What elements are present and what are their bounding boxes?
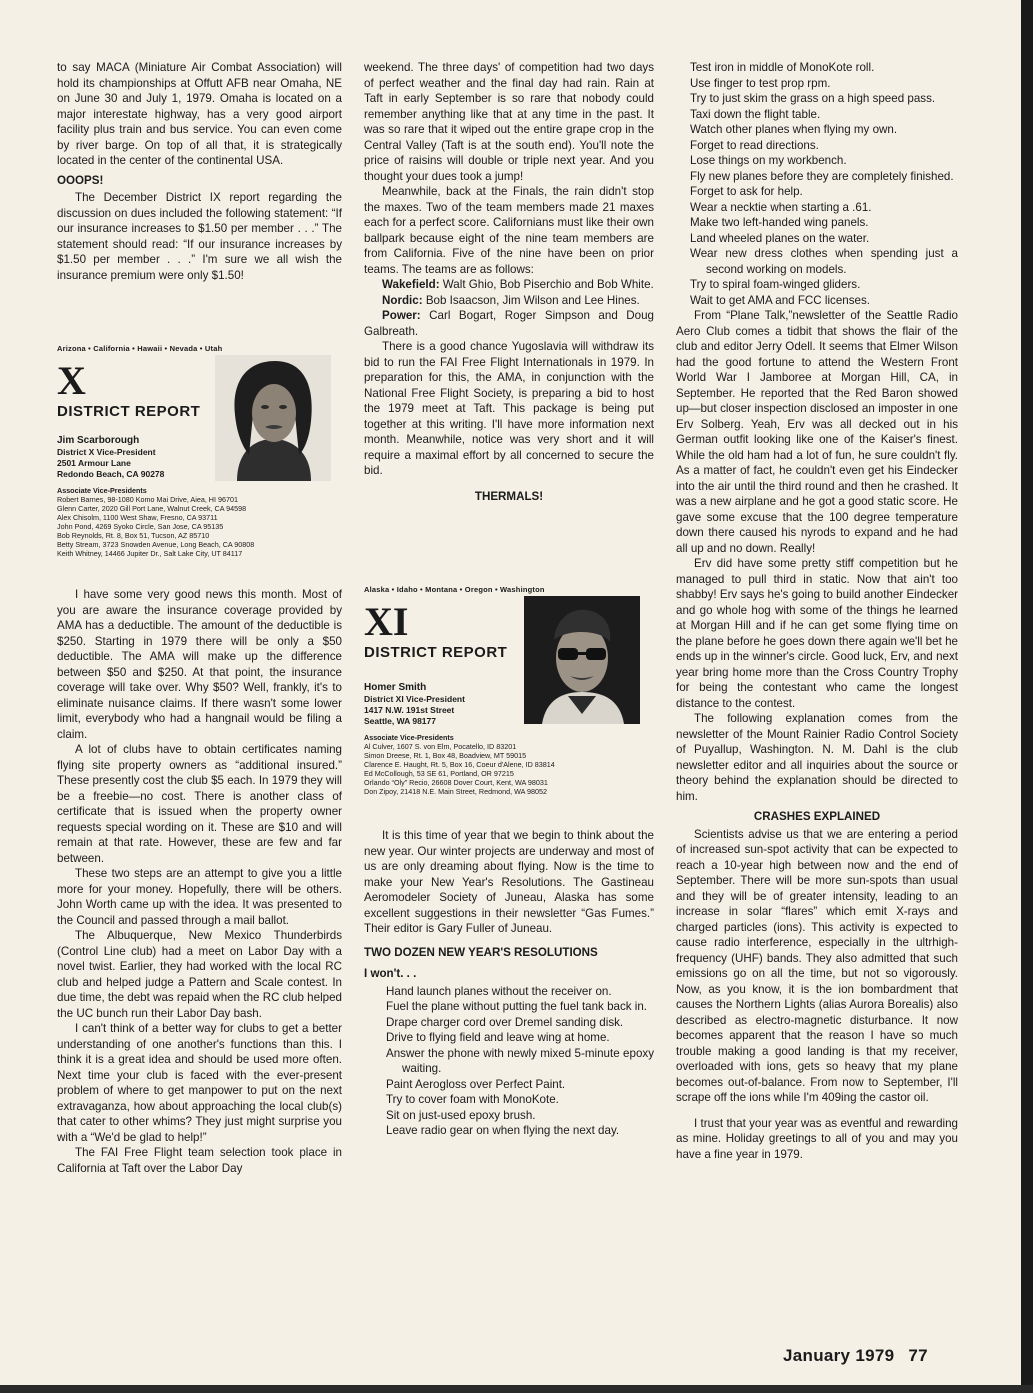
- paragraph: to say MACA (Miniature Air Combat Association) will hold its championships at Offutt AFB near Omaha, NE on June 30 and July 1, 1979. Omaha is located on a major interestate highway, has a very good airport facility plus train and bus service. You can even come by river barge. On top of all that, it is strategically located in the center of the continental USA.: [57, 61, 342, 167]
- district-x-vp-title: District X Vice-President: [57, 446, 156, 457]
- paragraph: The FAI Free Flight team selection took place in California at Taft over the Labor Day: [57, 1146, 342, 1175]
- resolution-item: Paint Aerogloss over Perfect Paint.: [386, 1077, 566, 1091]
- paragraph: From “Plane Talk,”newsletter of the Seattle Radio Aero Club comes a tidbit that shows the flair of the club and editor Jerry Odell. It seems that Elmer Wilson had the good fortune to attend the Western Front World War I Jamboree at Morgan Hill, CA, in September. He reported that the Red Baron showed up—but closer inspection disclosed an imposter in one Erv Solberg. Yeah, Erv was all decked out in his German outfit looking like one of the Kaiser's finest. While the old ham had a lot of fun, he sure couldn't fly. As a matter of fact, he couldn't even get his Eindecker into the air until the third round and then he crashed. It was a new airplane and he got a good static score. He gave some excuse that the 100 degree temperature down there caused his nyrods to expand and he had all up and no down. Really!: [676, 309, 958, 555]
- issue-date: January 1979: [783, 1346, 895, 1365]
- paragraph: A lot of clubs have to obtain certificates naming flying site property owners as “additional insured.” These presently cost the club $5 each. In 1979 they will be a freebie—no cost. There is another class of certificate that is issued when the property owner requests special wording on it. These are $10 and will remain at that rate. However, these are few and far between.: [57, 743, 342, 865]
- resolution-item: Watch other planes when flying my own.: [690, 123, 898, 136]
- associate-vp: Alex Chisolm, 1100 West Shaw, Fresno, CA 93711: [57, 512, 218, 522]
- paragraph: The following explanation comes from the newsletter of the Mount Rainier Radio Control Society of Puyallup, Washington. N. M. Dahl is the club newsletter editor and all inquiries about the source or theory behind the explanation should be directed to him.: [676, 712, 958, 803]
- resolution-item: Forget to read directions.: [690, 138, 819, 152]
- resolution-item: Lose things on my workbench.: [690, 154, 847, 167]
- resolution-item: Try to just skim the grass on a high speed pass.: [690, 92, 936, 105]
- crashes-heading: CRASHES EXPLAINED: [753, 810, 881, 823]
- resolution-item: Try to cover foam with MonoKote.: [386, 1093, 559, 1106]
- team-wakefield: [364, 277, 654, 293]
- district-x-states: Arizona • California • Hawaii • Nevada • Utah: [57, 344, 223, 353]
- resolution-item: Test iron in middle of MonoKote roll.: [690, 61, 875, 74]
- district-xi-vp-title: District XI Vice-President: [364, 693, 465, 704]
- paragraph: The December District IX report regarding the discussion on dues included the following statement: “If our insurance increases to $1.50 per member . . .” The statement should read: “If our insurance increases by $1.50 per member . . .” I'm sure we all wish the insurance premium were only $1.50!: [57, 191, 342, 282]
- associate-vp: Al Culver, 1607 S. von Elm, Pocatello, ID 83201: [364, 741, 517, 751]
- resolution-item: Wear new dress clothes when spending just a second working on models.: [690, 247, 958, 276]
- associate-vp: Robert Barnes, 98-1080 Komo Mai Drive, Aiea, HI 96701: [57, 494, 238, 504]
- team-label: Wakefield:: [382, 278, 440, 291]
- page-number: 77: [908, 1346, 928, 1365]
- district-x-associates-heading: Associate Vice-Presidents: [57, 485, 147, 495]
- paragraph: weekend. The three days' of competition had two days of perfect weather and the final day had rain. Rain at Taft in early September is so rare that nobody could remember anything like that at any time in the past. It was so rare that it wiped out the entire grape crop in the Central Valley (Taft is at the south end). You'll note the price of raisins will double or triple next year. And you thought your dues took a jump!: [364, 61, 654, 183]
- paragraph: Erv did have some pretty stiff competition but he managed to pull third in static. Now that ain't too shabby! Erv says he's going to build another Eindecker and go whole hog with some of the things he learned at Morgan Hill and if he can get some flying time on the plane before he goes down there again we'll bet he ends up in the winner's circle. Good luck, Erv, and next year bring home more than the Cross Country Trophy for being the contestant who came the longest distance to the contest.: [676, 557, 958, 710]
- resolution-item: Land wheeled planes on the water.: [690, 231, 870, 245]
- team-label: Power:: [382, 309, 421, 322]
- district-xi-numeral: XI: [364, 598, 409, 644]
- team-names: Carl Bogart, Roger Simpson and Doug Galbreath.: [364, 309, 654, 338]
- associate-vp: Clarence E. Haught, Rt. 5, Box 16, Coeur d'Alene, ID 83814: [364, 759, 555, 769]
- associate-vp: Bob Reynolds, Rt. 8, Box 51, Tucson, AZ 85710: [57, 530, 210, 540]
- associate-vp: Don Zipoy, 21418 N.E. Main Street, Redmond, WA 98052: [364, 786, 547, 796]
- district-xi-block: [364, 582, 654, 828]
- page-edge-bottom: [0, 1385, 1033, 1393]
- district-xi-address2: Seattle, WA 98177: [364, 715, 436, 726]
- resolution-item: Drive to flying field and leave wing at home.: [386, 1031, 610, 1044]
- page-footer: [783, 1346, 928, 1366]
- associate-vp: Simon Dreese, Rt. 1, Box 48, Boadview, MT 59015: [364, 750, 527, 760]
- paragraph: Meanwhile, back at the Finals, the rain didn't stop the maxes. Two of the team members made 21 maxes each for a perfect score. Californians must like their own ballpark because eight of the nine team members are from California. Five of the nine have been on prior teams. The teams are as follows:: [364, 185, 654, 276]
- paragraph: I trust that your year was as eventful and rewarding as mine. Holiday greetings to all of you and may you have a fine year in 1979.: [676, 1116, 958, 1161]
- district-x-address2: Redondo Beach, CA 90278: [57, 468, 165, 479]
- resolution-item: Forget to ask for help.: [690, 185, 803, 198]
- team-names: Walt Ghio, Bob Piserchio and Bob White.: [442, 278, 654, 291]
- resolution-item: Answer the phone with newly mixed 5-minute epoxy waiting.: [386, 1046, 654, 1075]
- paragraph: It is this time of year that we begin to think about the new year. Our winter projects are underway and most of us are only dreaming about flying. Now is the time to make your New Year's Resolutions. The Gastineau Aeromodeler Society of Juneau, Alaska has some excellent suggestions in their newsletter “Gas Fumes.” Their editor is Gary Fuller of Juneau.: [364, 829, 654, 935]
- resolution-item: Sit on just-used epoxy brush.: [386, 1108, 536, 1122]
- paragraph: Scientists advise us that we are entering a period of increased sun-spot activity that can be expected to reach a 10-year high between now and the end of September. There will be more sun-spots than usual and they will be of greater intensity, leading to an increase in solar “flares” which emit X-rays and charged particles (ions). This activity is expected to cause radio interference, especially in the ultrhigh-frequency (UHF) bands. They also admitted that such emissions go on all the time, but not so vigorously. Now, as you know, it is the ion bombardment that causes the Northern Lights (alias Aurora Borealis) also described as electro-magnetic disturbance. It now becomes apparent that the reason I have so much trouble making a good landing is that my receiver, overloaded with ions, gets so heavy that my plane becomes out-of-balance. From now to September, I'll scrape off the ions while I'm 409ing the castor oil.: [676, 827, 958, 1104]
- team-power: [364, 308, 654, 339]
- associate-vp: John Pond, 4269 Syoko Circle, San Jose, CA 95135: [57, 521, 224, 531]
- paragraph: The Albuquerque, New Mexico Thunderbirds (Control Line club) had a meet on Labor Day with a novel twist. Earlier, they had worked with the local RC club and helped judge a Pattern and Scale contest. In due time, the debt was repaid when the RC club helped the UC bunch run their Labor Day bash.: [57, 929, 342, 1020]
- page-edge-right: [1021, 0, 1033, 1393]
- team-label: Nordic:: [382, 293, 423, 307]
- district-xi-address1: 1417 N.W. 191st Street: [364, 704, 455, 715]
- resolutions-list-continued: [676, 60, 958, 308]
- district-xi-associates-heading: Associate Vice-Presidents: [364, 732, 454, 742]
- column-3: [676, 60, 958, 1162]
- team-names: Bob Isaacson, Jim Wilson and Lee Hines.: [425, 293, 640, 307]
- associate-vp: Ed McCollough, 53 SE 61, Portland, OR 97215: [364, 768, 514, 778]
- district-xi-states: Alaska • Idaho • Montana • Oregon • Washington: [364, 585, 545, 594]
- team-nordic: [364, 293, 654, 309]
- district-x-vp-photo: [215, 355, 331, 481]
- district-x-address1: 2501 Armour Lane: [57, 457, 131, 468]
- paragraph: There is a good chance Yugoslavia will withdraw its bid to run the FAI Free Flight Internationals in 1979. In preparation for this, the AMA, in conjunction with the National Free Flight Society, is preparing a bid to host the 1979 meet at Taft. This package is being put together at this writing. I'll have more information next month. Meanwhile, notice was very short and it will require a maximal effort by all concerned to secure the bid.: [364, 340, 654, 477]
- thermals-signoff: THERMALS!: [474, 489, 544, 503]
- paragraph: These two steps are an attempt to give you a little more for your money. Hopefully, there will be others. John Worth came up with the idea. It was presented to the Council and passed through a mail ballot.: [57, 867, 342, 927]
- resolutions-heading: TWO DOZEN NEW YEAR'S RESOLUTIONS: [364, 945, 598, 959]
- associate-vp: Glenn Carter, 2020 Gill Port Lane, Walnut Creek, CA 94598: [57, 503, 247, 513]
- resolution-item: Wear a necktie when starting a .61.: [690, 200, 872, 214]
- resolution-item: Taxi down the flight table.: [690, 107, 821, 121]
- district-xi-vp-name: Homer Smith: [364, 681, 427, 693]
- resolution-item: Wait to get AMA and FCC licenses.: [690, 293, 870, 307]
- resolution-item: Drape charger cord over Dremel sanding disk.: [386, 1015, 624, 1029]
- resolution-item: Make two left-handed wing panels.: [690, 216, 869, 229]
- column-2: [364, 60, 654, 1139]
- district-x-vp-name: Jim Scarborough: [57, 434, 140, 446]
- resolution-item: Fuel the plane without putting the fuel tank back in.: [386, 1000, 648, 1013]
- district-xi-title: DISTRICT REPORT: [364, 643, 508, 661]
- resolution-item: Hand launch planes without the receiver on.: [386, 984, 612, 998]
- resolution-item: Use finger to test prop rpm.: [690, 76, 831, 90]
- paragraph: I can't think of a better way for clubs to get a better understanding of one another's functions than this. I think it is a great idea and should be used more often. Next time your club is faced with the ever-present problem of where to get manpower to put on the next extravaganza, how about approaching the local club(s) that cater to other whims? They just might surprise you with a “We'd be glad to help!”: [57, 1022, 342, 1144]
- associate-vp: Betty Stream, 3723 Snowden Avenue, Long Beach, CA 90808: [57, 539, 255, 549]
- district-xi-vp-photo: [524, 596, 640, 724]
- district-x-numeral: X: [57, 357, 86, 403]
- associate-vp: Orlando “Oly” Recio, 26608 Dover Court, Kent, WA 98031: [364, 777, 548, 787]
- i-wont-label: I won't. . .: [364, 967, 417, 980]
- resolution-item: Try to spiral foam-winged gliders.: [690, 278, 861, 291]
- resolution-item: Leave radio gear on when flying the next day.: [386, 1124, 620, 1137]
- district-x-block: [57, 341, 342, 573]
- resolution-item: Fly new planes before they are completely finished.: [690, 169, 954, 183]
- resolutions-list: [364, 984, 654, 1139]
- associate-vp: Keith Whitney, 14466 Jupiter Dr., Salt Lake City, UT 84117: [57, 549, 243, 559]
- district-x-title: DISTRICT REPORT: [57, 402, 201, 420]
- column-1: [57, 60, 342, 1176]
- paragraph: I have some very good news this month. Most of you are aware the insurance coverage provided by AMA has a deductible. The amount of the deductible is $250. Starting in 1979 there will be only a $50 deductible. The AMA will make up the difference between $50 and $250. At that point, the insurance coverage will take over. Why $50? Well, frankly, it's to eliminate nuisance claims. If there wasn't some lower limit, everybody who had a hangnail would be filing a claim.: [57, 588, 342, 741]
- oops-heading: OOOPS!: [57, 173, 104, 187]
